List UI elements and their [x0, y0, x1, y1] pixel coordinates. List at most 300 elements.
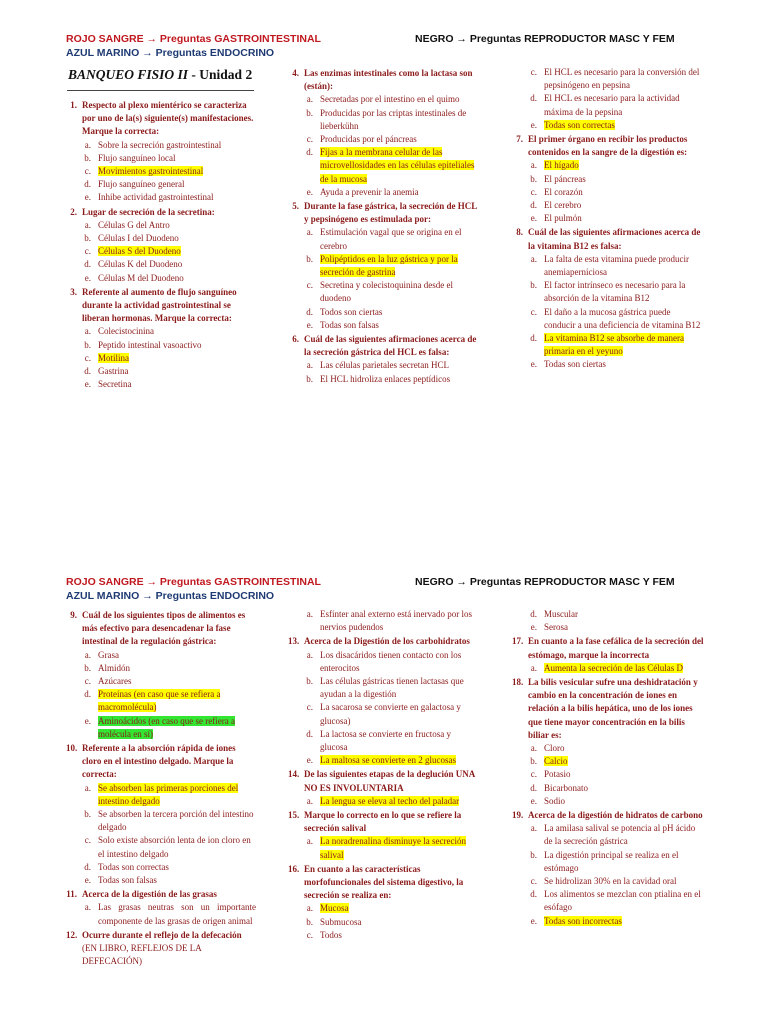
option-text-wrap — [544, 253, 704, 279]
option-text: Serosa — [544, 622, 568, 633]
option-letter: b. — [530, 173, 537, 184]
answer-option — [528, 253, 704, 279]
option-text: Aminoácidos (en caso que se refiera a molécula en sí) — [98, 715, 235, 739]
option-text-wrap — [544, 186, 704, 199]
option-text: Esfínter anal externo está inervado por los nervios pudendos — [320, 609, 472, 633]
question-number: 19. — [512, 810, 524, 821]
page-1 — [0, 0, 768, 500]
question — [66, 206, 254, 219]
option-list — [82, 782, 256, 888]
answer-option — [304, 608, 480, 634]
answer-option — [82, 191, 254, 204]
question-text — [528, 133, 704, 159]
option-text-wrap — [544, 822, 704, 848]
question-text — [82, 206, 254, 219]
option-text-wrap — [98, 152, 254, 165]
option-text-wrap — [98, 178, 254, 191]
option-text: Células M del Duodeno — [98, 272, 184, 283]
option-text-wrap — [98, 272, 254, 285]
option-text: El hígado — [544, 160, 579, 171]
option-letter: c. — [306, 929, 313, 940]
option-letter: c. — [530, 876, 537, 887]
answer-option — [528, 849, 704, 875]
option-text: La maltosa se convierte en 2 glucosas — [320, 755, 456, 766]
option-letter: c. — [530, 769, 537, 780]
question-stem: Acerca de la digestión de las grasas — [82, 889, 217, 900]
title-divider — [67, 90, 254, 91]
option-letter: d. — [530, 200, 537, 211]
option-text: Solo existe absorción lenta de ion cloro en el intestino delgado — [98, 835, 251, 859]
answer-option — [82, 861, 256, 874]
question-text — [82, 609, 256, 649]
option-letter: d. — [84, 366, 91, 377]
option-text-wrap — [320, 835, 480, 861]
answer-option — [82, 152, 254, 165]
option-letter: b. — [306, 253, 313, 264]
answer-option-highlighted — [528, 755, 704, 768]
question — [512, 133, 704, 159]
option-text-wrap — [98, 139, 254, 152]
option-letter: d. — [84, 689, 91, 700]
option-text: Flujo sanguíneo general — [98, 179, 185, 190]
option-text: Los disacáridos tienen contacto con los enterocitos — [320, 649, 462, 673]
option-letter: e. — [306, 186, 313, 197]
option-text-wrap — [98, 258, 254, 271]
option-text-wrap — [544, 888, 704, 914]
question-text — [82, 888, 256, 901]
option-letter: b. — [84, 809, 91, 820]
answer-option — [304, 319, 480, 332]
question-text — [528, 676, 704, 742]
option-list — [528, 66, 704, 132]
option-letter: a. — [84, 782, 91, 793]
option-text-wrap — [544, 119, 704, 132]
answer-option — [304, 226, 480, 252]
option-text-wrap — [544, 358, 704, 371]
option-text: Se absorben las primeras porciones del intestino delgado — [98, 782, 239, 806]
question-text — [528, 226, 704, 252]
answer-option — [82, 232, 254, 245]
question-stem: La bilis vesicular sufre una deshidratación y cambio en la concentración de iones en relación a la bilis hepática, uno de los iones que tiene mayor concentración en la bilis biliar es: — [528, 677, 698, 740]
option-letter: a. — [530, 253, 537, 264]
option-text-wrap — [98, 675, 256, 688]
question — [288, 67, 480, 93]
option-text: Muscular — [544, 609, 578, 619]
answer-option-highlighted — [528, 332, 704, 358]
option-text-wrap — [544, 662, 704, 675]
question-stem: Respecto al plexo mientérico se caracteriza por uno de la(s) siguiente(s) manifestaciones. Marque la correcta: — [82, 100, 254, 137]
option-text-wrap — [320, 186, 480, 199]
question-text — [304, 333, 480, 359]
option-letter: b. — [84, 339, 91, 350]
option-text-wrap — [544, 279, 704, 305]
question-stem: Cuál de los siguientes tipos de alimentos es más efectivo para desencadenar la fase intestinal de la regulación gástrica: — [82, 610, 246, 647]
question-text — [82, 99, 254, 139]
answer-option — [528, 742, 704, 755]
option-text-wrap — [98, 365, 254, 378]
option-letter: a. — [306, 795, 313, 806]
option-letter: b. — [530, 280, 537, 291]
option-list — [82, 901, 256, 927]
option-text: El corazón — [544, 186, 583, 197]
option-letter: e. — [530, 359, 537, 370]
option-letter: e. — [84, 272, 91, 283]
question — [66, 742, 256, 782]
option-text-wrap — [544, 621, 704, 634]
option-text: El HCL es necesario para la conversión del pepsinógeno en pepsina — [544, 67, 700, 91]
option-text-wrap — [544, 915, 704, 928]
option-text: Sobre la secreción gastrointestinal — [98, 139, 222, 150]
answer-option — [528, 358, 704, 371]
option-letter: b. — [306, 107, 313, 118]
question-stem: De las siguientes etapas de la deglución UNA NO ES INVOLUNTARIA — [304, 769, 475, 793]
answer-option — [82, 834, 256, 860]
column-1 — [66, 608, 256, 968]
option-letter: a. — [530, 160, 537, 171]
option-text-wrap — [98, 165, 254, 178]
option-letter: c. — [84, 246, 91, 257]
column-2 — [288, 66, 480, 386]
option-text-wrap — [98, 378, 254, 391]
answer-option — [82, 365, 254, 378]
legend-red: ROJO SANGRE → Preguntas GASTROINTESTINAL — [66, 33, 321, 45]
option-letter: c. — [306, 134, 313, 145]
answer-option-highlighted — [304, 902, 480, 915]
option-text: Sodio — [544, 795, 566, 806]
option-letter: a. — [306, 836, 313, 847]
option-text-wrap — [320, 701, 480, 727]
question-number: 16. — [288, 863, 300, 874]
option-text-wrap — [320, 675, 480, 701]
option-letter: d. — [84, 861, 91, 872]
option-list — [82, 325, 254, 391]
option-list — [304, 93, 480, 199]
option-text-wrap — [98, 232, 254, 245]
title-main: BANQUEO FISIO II — [68, 67, 189, 82]
answer-option-highlighted — [82, 245, 254, 258]
question-number: 15. — [288, 810, 300, 821]
option-letter: d. — [84, 179, 91, 190]
option-letter: b. — [84, 662, 91, 673]
question-stem: En cuanto a la fase cefálica de la secreción del estómago, marque la incorrecta — [528, 636, 704, 660]
answer-option-highlighted — [304, 754, 480, 767]
question — [66, 286, 254, 326]
page-2 — [0, 540, 768, 1024]
option-letter: a. — [84, 139, 91, 150]
option-text: Se hidrolizan 30% en la cavidad oral — [544, 876, 677, 887]
option-text: La vitamina B12 se absorbe de manera primaria en el yeyuno — [544, 333, 684, 357]
answer-option — [82, 649, 256, 662]
answer-option — [304, 359, 480, 372]
option-text: Cloro — [544, 743, 565, 754]
legend-black: NEGRO → Preguntas REPRODUCTOR MASC Y FEM — [415, 576, 675, 588]
option-letter: b. — [84, 233, 91, 244]
option-letter: d. — [530, 782, 537, 793]
answer-option — [304, 373, 480, 386]
option-text: Aumenta la secreción de las Células D — [544, 662, 683, 673]
question-number: 12. — [66, 929, 78, 940]
option-text-wrap — [320, 279, 480, 305]
option-text: La falta de esta vitamina puede producir anemiaperniciosa — [544, 253, 689, 278]
option-text-wrap — [320, 107, 480, 133]
question-number: 18. — [512, 677, 524, 688]
answer-option — [82, 901, 256, 927]
question-note: (EN LIBRO, REFLEJOS DE LA DEFECACIÓN) — [82, 943, 202, 967]
answer-option-highlighted — [82, 688, 256, 714]
answer-option — [528, 822, 704, 848]
question-text — [304, 200, 480, 226]
question — [512, 635, 704, 661]
option-letter: d. — [84, 259, 91, 270]
option-text: Todas son correctas — [544, 119, 615, 130]
option-text: La digestión principal se realiza en el estómago — [544, 849, 679, 873]
answer-option — [304, 306, 480, 319]
option-letter: e. — [306, 319, 313, 330]
option-text: Células K del Duodeno — [98, 259, 183, 270]
option-text: Grasa — [98, 649, 119, 660]
option-text: La amilasa salival se potencia al pH ácido de la secreción gástrica — [544, 823, 696, 847]
option-text-wrap — [98, 339, 254, 352]
answer-option — [304, 675, 480, 701]
option-text-wrap — [544, 768, 704, 781]
question-number: 11. — [66, 889, 77, 900]
option-text: El pulmón — [544, 213, 582, 224]
answer-option — [528, 621, 704, 634]
answer-option — [82, 258, 254, 271]
option-letter: d. — [306, 147, 313, 158]
question — [66, 99, 254, 139]
option-text-wrap — [98, 352, 254, 365]
option-letter: e. — [84, 875, 91, 886]
option-text-wrap — [98, 808, 256, 834]
option-text: Células I del Duodeno — [98, 233, 179, 244]
option-text: Azúcares — [98, 676, 132, 687]
question — [288, 863, 480, 903]
answer-option — [528, 306, 704, 332]
option-list — [528, 662, 704, 675]
option-text-wrap — [98, 688, 256, 714]
option-letter: b. — [306, 373, 313, 384]
question-number: 4. — [292, 68, 299, 78]
option-text-wrap — [320, 754, 480, 767]
option-list — [304, 359, 480, 385]
option-text: Todas son falsas — [98, 875, 157, 886]
option-letter: c. — [84, 835, 91, 846]
question-text — [304, 635, 480, 648]
option-list — [304, 226, 480, 332]
option-letter: e. — [84, 715, 91, 726]
column-3 — [512, 608, 704, 928]
option-text: Se absorben la tercera porción del intestino delgado — [98, 809, 254, 833]
option-text-wrap — [544, 212, 704, 225]
answer-option — [82, 808, 256, 834]
option-list — [528, 742, 704, 808]
option-text: Movimientos gastrointestinal — [98, 166, 204, 177]
option-letter: b. — [306, 676, 313, 687]
option-text-wrap — [320, 373, 480, 386]
question-number: 9. — [70, 610, 77, 620]
option-letter: e. — [306, 755, 313, 766]
option-text-wrap — [320, 133, 480, 146]
question-text — [304, 809, 480, 835]
option-text: Secretina y colecistoquinina desde el duodeno — [320, 280, 453, 304]
option-text-wrap — [98, 662, 256, 675]
option-text-wrap — [320, 608, 480, 634]
answer-option — [82, 325, 254, 338]
option-text-wrap — [320, 226, 480, 252]
option-text: Polipéptidos en la luz gástrica y por la secreción de gastrina — [320, 253, 458, 278]
option-text: Células S del Duodeno — [98, 246, 181, 257]
question-stem: Acerca de la digestión de hidratos de carbono — [528, 810, 703, 821]
question-stem: Lugar de secreción de la secretina: — [82, 206, 215, 217]
option-letter: e. — [530, 915, 537, 926]
option-text: Flujo sanguíneo local — [98, 152, 176, 163]
option-text: Peptido intestinal vasoactivo — [98, 339, 202, 350]
answer-option-highlighted — [82, 165, 254, 178]
option-letter: b. — [84, 152, 91, 163]
option-text: Los alimentos se mezclan con ptialina en el esófago — [544, 889, 701, 913]
option-letter: e. — [84, 192, 91, 203]
answer-option-highlighted-green — [82, 715, 256, 741]
option-text: Bicarbonato — [544, 782, 588, 793]
option-list — [528, 159, 704, 225]
option-text-wrap — [98, 191, 254, 204]
question-text — [82, 286, 254, 326]
option-letter: a. — [306, 903, 313, 914]
answer-option — [528, 795, 704, 808]
answer-option-highlighted — [304, 253, 480, 279]
question-number: 14. — [288, 769, 300, 780]
answer-option — [82, 675, 256, 688]
option-text: Inhibe actividad gastrointestinal — [98, 192, 214, 203]
option-text: Fijas a la membrana celular de las microvellosidades en las células epiteliales de la mucosa — [320, 147, 475, 184]
option-list — [528, 608, 704, 634]
option-text: El HCL hidroliza enlaces peptídicos — [320, 373, 451, 384]
question-number: 1. — [70, 100, 77, 110]
option-text-wrap — [320, 929, 480, 942]
answer-option — [82, 219, 254, 232]
answer-option-highlighted — [82, 782, 256, 808]
question-number: 3. — [70, 286, 77, 297]
option-text: Submucosa — [320, 916, 362, 927]
question-number: 17. — [512, 636, 524, 647]
question-number: 2. — [70, 206, 77, 217]
option-list — [82, 139, 254, 205]
option-text: La sacarosa se convierte en galactosa y glucosa) — [320, 702, 461, 726]
legend-blue: AZUL MARINO → Preguntas ENDOCRINO — [66, 590, 275, 602]
option-text-wrap — [98, 901, 256, 927]
option-letter: a. — [306, 649, 313, 660]
option-text: La noradrenalina disminuye la secreción salival — [320, 836, 466, 860]
option-text-wrap — [98, 715, 256, 741]
option-list — [528, 253, 704, 372]
answer-option — [528, 279, 704, 305]
question-number: 8. — [516, 227, 523, 238]
option-letter: e. — [530, 119, 537, 130]
question-text — [82, 929, 256, 969]
option-list — [304, 835, 480, 861]
option-text: Colecistocinina — [98, 326, 154, 337]
answer-option — [304, 133, 480, 146]
option-text-wrap — [544, 608, 704, 621]
question-number: 6. — [292, 334, 299, 345]
answer-option — [528, 888, 704, 914]
answer-option-highlighted — [82, 352, 254, 365]
answer-option-highlighted — [528, 159, 704, 172]
answer-option — [528, 92, 704, 118]
question-stem: El primer órgano en recibir los productos contenidos en la sangre de la digestión es: — [528, 134, 688, 158]
question — [288, 635, 480, 648]
answer-option — [528, 212, 704, 225]
answer-option-highlighted — [304, 795, 480, 808]
option-letter: b. — [306, 916, 313, 927]
answer-option — [82, 874, 256, 887]
option-text: Ayuda a prevenir la anemia — [320, 186, 419, 197]
option-list — [528, 822, 704, 928]
option-text-wrap — [544, 795, 704, 808]
question-stem: Acerca de la Digestión de los carbohidratos — [304, 636, 470, 647]
question-text — [82, 742, 256, 782]
option-letter: a. — [84, 902, 91, 913]
option-text-wrap — [98, 325, 254, 338]
answer-option — [82, 662, 256, 675]
answer-option — [304, 279, 480, 305]
option-letter: c. — [306, 702, 313, 713]
option-text-wrap — [544, 782, 704, 795]
answer-option — [528, 768, 704, 781]
option-text: Las células gástricas tienen lactasas que ayudan a la digestión — [320, 676, 464, 700]
option-list — [304, 902, 480, 942]
answer-option — [82, 272, 254, 285]
option-text-wrap — [544, 159, 704, 172]
question-text — [304, 67, 480, 93]
answer-option — [82, 339, 254, 352]
option-text-wrap — [320, 728, 480, 754]
option-text-wrap — [544, 173, 704, 186]
option-letter: a. — [84, 649, 91, 660]
option-text-wrap — [98, 874, 256, 887]
option-text-wrap — [98, 782, 256, 808]
question — [288, 809, 480, 835]
option-text-wrap — [320, 902, 480, 915]
option-text-wrap — [320, 306, 480, 319]
option-text: Todos son ciertas — [320, 306, 383, 317]
option-text: Potasio — [544, 769, 571, 780]
option-text: Todas son falsas — [320, 319, 379, 330]
option-letter: e. — [530, 622, 537, 633]
option-text-wrap — [544, 332, 704, 358]
answer-option — [528, 186, 704, 199]
option-text: El factor intrínseco es necesario para la absorción de la vitamina B12 — [544, 280, 686, 304]
option-text: Todas son ciertas — [544, 359, 606, 370]
question-stem: Cuál de las siguientes afirmaciones acerca de la secreción gástrica del HCL es falsa: — [304, 334, 477, 358]
option-letter: c. — [530, 306, 537, 317]
document-title — [68, 67, 252, 83]
question — [66, 609, 256, 649]
option-letter: b. — [530, 756, 537, 767]
option-text-wrap — [544, 199, 704, 212]
question — [512, 676, 704, 742]
question-number: 13. — [288, 636, 300, 647]
answer-option — [528, 66, 704, 92]
option-letter: a. — [306, 609, 313, 619]
answer-option — [304, 701, 480, 727]
answer-option — [304, 728, 480, 754]
option-letter: e. — [530, 795, 537, 806]
option-text: Motilina — [98, 352, 129, 363]
answer-option — [304, 916, 480, 929]
option-text-wrap — [544, 306, 704, 332]
